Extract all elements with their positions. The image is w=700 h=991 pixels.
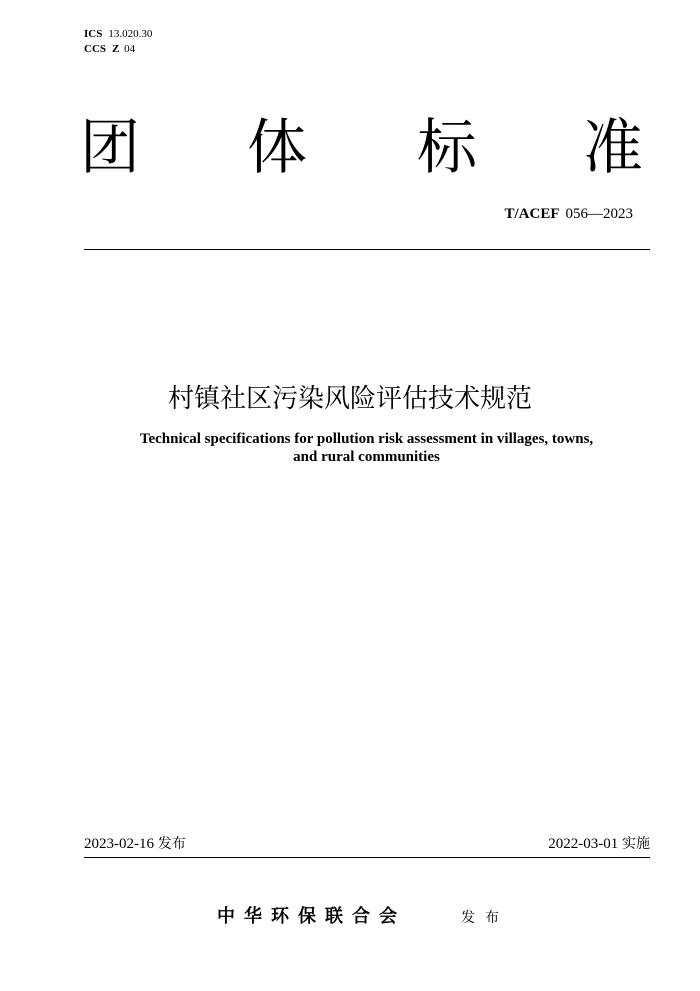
bottom-divider (84, 857, 650, 858)
chinese-title: 村镇社区污染风险评估技术规范 (167, 384, 532, 414)
standard-code: 056—2023 (565, 206, 633, 222)
implementation-date-value: 2022-03-01 (548, 836, 619, 852)
title-char-4: 准 (583, 113, 643, 183)
release-label: 发布 (157, 836, 186, 852)
classification-codes (84, 27, 152, 57)
english-title-line-2: and rural communities (293, 449, 440, 465)
publish-label: 发布 (461, 910, 509, 926)
title-char-3: 标 (417, 113, 477, 183)
title-char-2: 体 (247, 113, 307, 183)
english-title-line-1: Technical specifications for pollution risk assessment in villages, towns, (139, 431, 594, 447)
ics-line (84, 27, 152, 42)
top-divider (84, 249, 650, 250)
standard-prefix: T/ACEF (504, 206, 560, 222)
ccs-label: CCS (84, 43, 107, 55)
implementation-date (548, 834, 650, 854)
title-char-1: 团 (80, 113, 140, 183)
release-date (84, 834, 186, 854)
ccs-code: 04 (124, 43, 136, 55)
ccs-line (84, 42, 152, 57)
ics-code: 13.020.30 (108, 28, 153, 40)
english-title (100, 430, 633, 466)
release-date-value: 2023-02-16 (84, 836, 154, 852)
standard-number (504, 206, 633, 223)
document-type-title (0, 112, 700, 184)
publisher-name: 中华环保联合会 (217, 906, 406, 927)
ics-label: ICS (84, 28, 103, 40)
ccs-letter: Z (112, 43, 120, 55)
implementation-label: 实施 (622, 836, 650, 852)
